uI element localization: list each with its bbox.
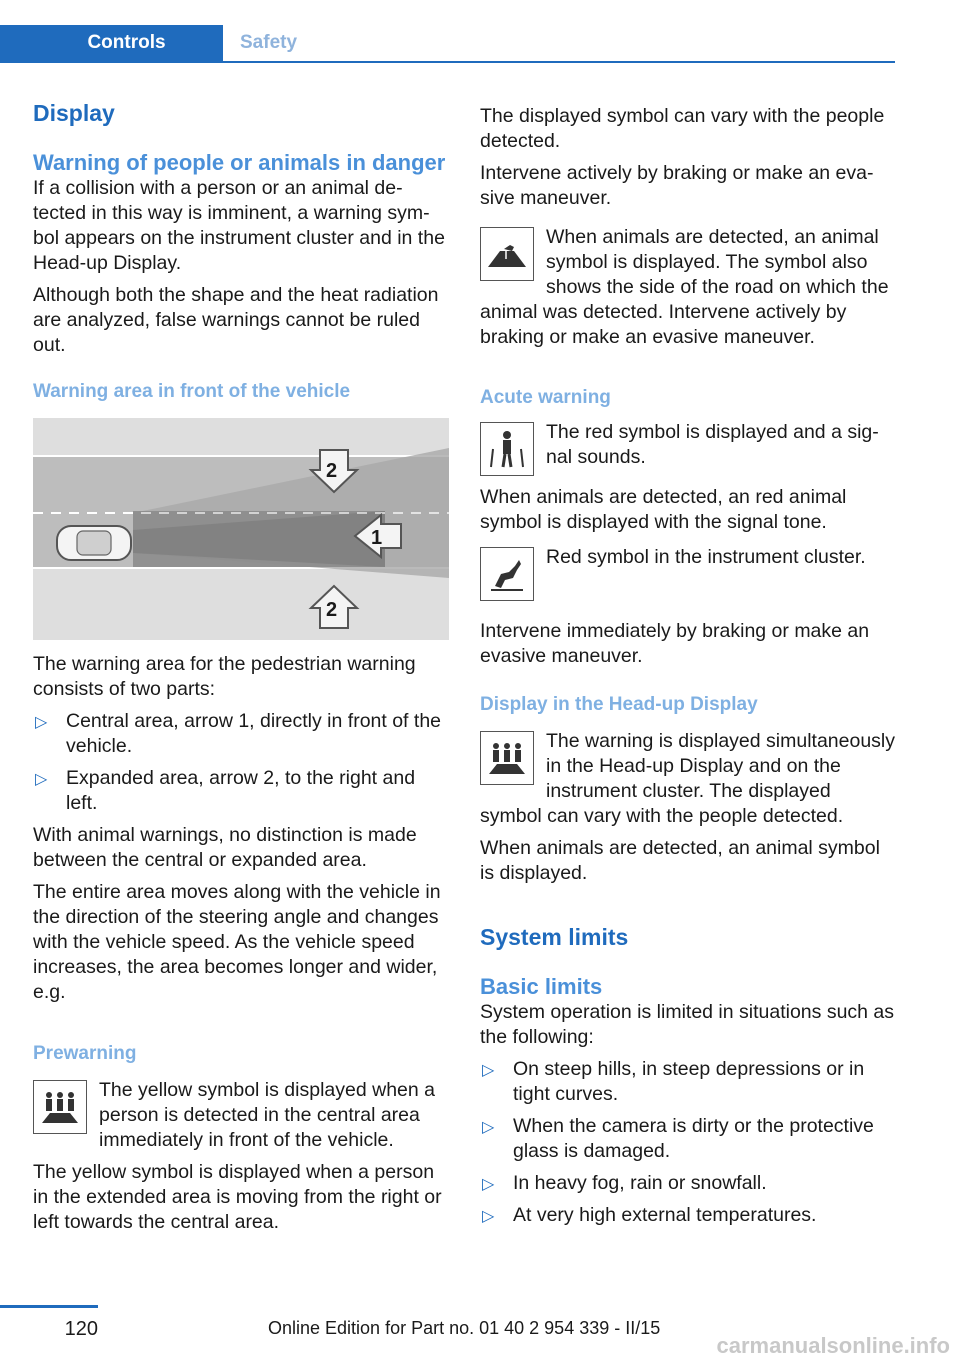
heading-basic-limits: Basic limits xyxy=(480,974,603,999)
paragraph: The warning area for the pedestrian warning consists of two parts: xyxy=(33,653,416,700)
page-number: 120 xyxy=(64,1318,98,1340)
arrow-label-1: 1 xyxy=(371,527,383,549)
warning-area-illustration xyxy=(33,418,449,640)
paragraph: When animals are detected, an animal symbol is displayed. The symbol also shows the side of the road on which the animal was detected. Intervene actively by braking or make an evasive maneuver. xyxy=(480,226,889,348)
list-item: ▷ On steep hills, in steep depressions or in tight curves. xyxy=(482,1058,865,1105)
triangle-bullet-icon: ▷ xyxy=(482,1176,495,1193)
paragraph: System operation is limited in situations such as the following: xyxy=(480,1001,895,1048)
paragraph: With animal warnings, no distinction is made between the central or expanded area. xyxy=(33,824,417,871)
animal-symbol-block xyxy=(480,225,896,350)
list-item: ▷ Expanded area, arrow 2, to the right and left. xyxy=(35,767,416,814)
tab-controls[interactable]: Controls xyxy=(0,25,223,61)
bullet-list xyxy=(33,709,449,816)
arrow-label-2-bottom: 2 xyxy=(326,599,338,621)
edition-info: Online Edition for Part no. 01 40 2 954 339 - II/15 xyxy=(268,1318,661,1338)
paragraph: If a collision with a person or an animal detected in this way is imminent, a warning symbol appears on the instrument cluster and in the Head-up Display. xyxy=(33,177,445,274)
heading-hud-display: Display in the Head-up Display xyxy=(480,694,758,715)
paragraph: Although both the shape and the heat radiation are analyzed, false warnings cannot be ruled out. xyxy=(33,284,439,356)
left-column xyxy=(33,100,449,1235)
hud-symbol-block xyxy=(480,729,896,829)
deer-red-icon xyxy=(480,547,534,601)
triangle-bullet-icon: ▷ xyxy=(482,1208,495,1225)
bullet-list xyxy=(480,1057,896,1228)
tab-safety[interactable]: Safety xyxy=(240,32,298,53)
paragraph: The warning is displayed simultaneously in the Head-up Display and on the instrument cluster. The displayed symbol can vary with the people detected. xyxy=(480,730,896,827)
chapter-tabs xyxy=(0,25,895,63)
list-item: ▷ At very high external temperatures. xyxy=(480,1203,896,1228)
list-item: ▷ Central area, arrow 1, directly in front of the vehicle. xyxy=(35,710,442,757)
heading-display: Display xyxy=(33,100,115,126)
paragraph: The displayed symbol can vary with the people detected. xyxy=(480,105,885,152)
paragraph: Intervene immediately by braking or make an evasive maneuver. xyxy=(480,620,870,667)
paragraph: Red symbol in the instrument cluster. xyxy=(546,546,866,568)
arrow-label-2-top: 2 xyxy=(326,460,338,482)
triangle-bullet-icon: ▷ xyxy=(482,1119,495,1136)
acute-symbol-block xyxy=(480,420,896,478)
pedestrians-hud-icon xyxy=(480,731,534,785)
paragraph: The yellow symbol is displayed when a person is detected in the central area immediately in front of the vehicle. xyxy=(99,1079,435,1151)
paragraph: Intervene actively by braking or make an evasive maneuver. xyxy=(480,162,874,209)
triangle-bullet-icon: ▷ xyxy=(482,1062,495,1079)
watermark: carmanualsonline.info xyxy=(716,1333,950,1358)
heading-prewarning: Prewarning xyxy=(33,1043,137,1064)
paragraph: The yellow symbol is displayed when a person in the extended area is moving from the right or left towards the central area. xyxy=(33,1161,442,1233)
pedestrian-red-icon xyxy=(480,422,534,476)
heading-system-limits: System limits xyxy=(480,924,629,950)
animal-road-icon xyxy=(480,227,534,281)
heading-acute-warning: Acute warning xyxy=(480,387,611,408)
list-item: ▷ When the camera is dirty or the protective glass is damaged. xyxy=(482,1115,874,1162)
heading-warning-people-animals: Warning of people or animals in danger xyxy=(33,150,446,175)
list-item: ▷ In heavy fog, rain or snowfall. xyxy=(480,1171,896,1196)
red-animal-symbol-block xyxy=(480,545,896,603)
paragraph: The entire area moves along with the vehicle in the direction of the steering angle and changes with the vehicle speed. As the vehicle speed increases, the area becomes longer and wider, e.g. xyxy=(33,881,441,1003)
triangle-bullet-icon: ▷ xyxy=(35,714,48,731)
triangle-bullet-icon: ▷ xyxy=(35,771,48,788)
paragraph: When animals are detected, an red animal symbol is displayed with the signal tone. xyxy=(480,486,847,533)
pedestrians-yellow-icon xyxy=(33,1080,87,1134)
paragraph: The red symbol is displayed and a signal sounds. xyxy=(546,421,879,468)
prewarning-symbol-block xyxy=(33,1078,449,1153)
paragraph: When animals are detected, an animal symbol is displayed. xyxy=(480,837,880,884)
right-column xyxy=(480,104,896,1228)
warning-area-diagram xyxy=(33,418,449,640)
heading-warning-area: Warning area in front of the vehicle xyxy=(33,381,351,402)
footer-rule xyxy=(0,1305,98,1308)
